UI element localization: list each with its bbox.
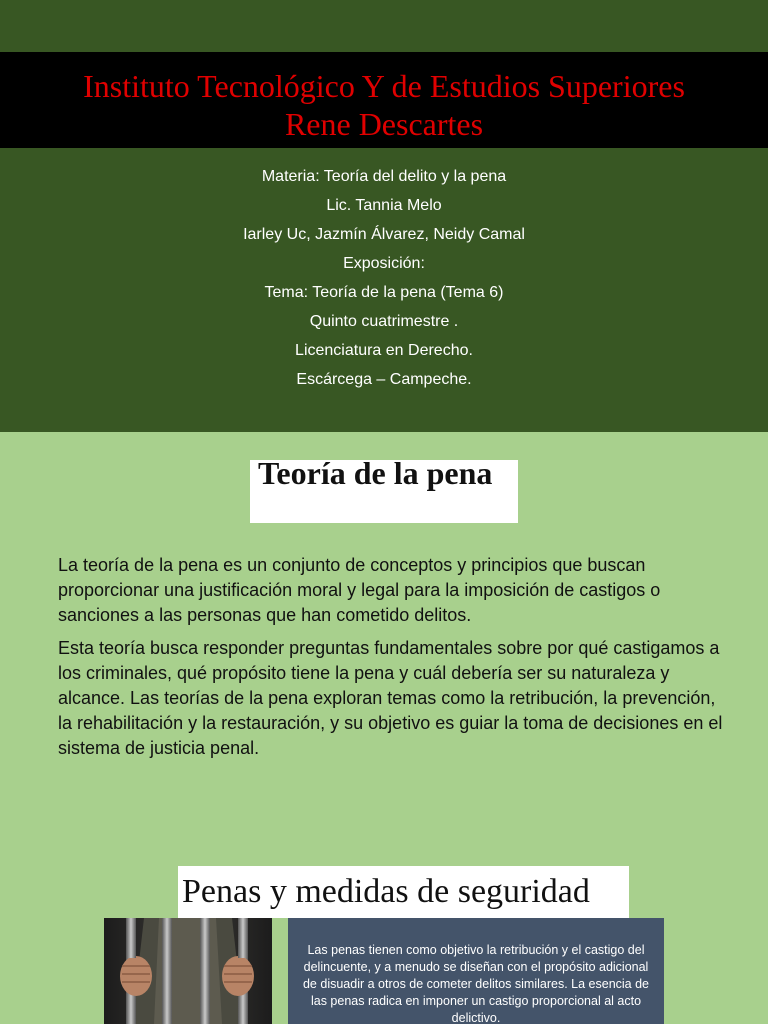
body-paragraph-1: La teoría de la pena es un conjunto de conceptos y principios que buscan proporcionar una justificación moral y legal para la imposición de castigos o sanciones a las personas que han cometido delitos. <box>58 555 661 625</box>
top-band <box>0 0 768 52</box>
body-paragraph-2: Esta teoría busca responder preguntas fundamentales sobre por qué castigamos a los criminales, qué propósito tiene la pena y cuál debería ser su naturaleza y alcance. Las teorías de la pena exploran temas como la retribución, la prevención, la rehabilitación y la restauración, y su objetivo es guiar la toma de decisiones en el sistema de justicia penal. <box>58 638 723 758</box>
institution-title-line-1: Instituto Tecnológico Y de Estudios Superiores <box>83 68 685 104</box>
location-line: Escárcega – Campeche. <box>296 371 472 388</box>
teacher-line: Lic. Tannia Melo <box>326 197 442 214</box>
topic-line: Tema: Teoría de la pena (Tema 6) <box>264 284 504 301</box>
title-banner <box>0 52 768 148</box>
section-heading-theory: Teoría de la pena <box>258 455 493 491</box>
subheading-penalties: Penas y medidas de seguridad <box>182 873 590 910</box>
presentation-label: Exposición: <box>343 255 425 272</box>
penalties-callout <box>288 918 664 1024</box>
authors-line: Iarley Uc, Jazmín Álvarez, Neidy Camal <box>243 226 525 243</box>
prison-bars-image <box>104 918 272 1024</box>
section-heading-box <box>250 455 518 523</box>
section-body <box>58 553 726 769</box>
institution-title-line-2: Rene Descartes <box>284 106 484 142</box>
term-line: Quinto cuatrimestre . <box>309 313 459 330</box>
subheading-box <box>178 866 629 918</box>
cover-info-block <box>0 148 768 432</box>
degree-line: Licenciatura en Derecho. <box>295 342 473 359</box>
subject-line: Materia: Teoría del delito y la pena <box>261 168 507 185</box>
penalties-callout-text: Las penas tienen como objetivo la retribución y el castigo del delincuente, y a menudo se diseñan con el propósito adicional de disuadir a otros de cometer delitos similares. La esencia de las penas radica en imponer un castigo proporcional al acto delictivo. <box>302 943 649 1024</box>
